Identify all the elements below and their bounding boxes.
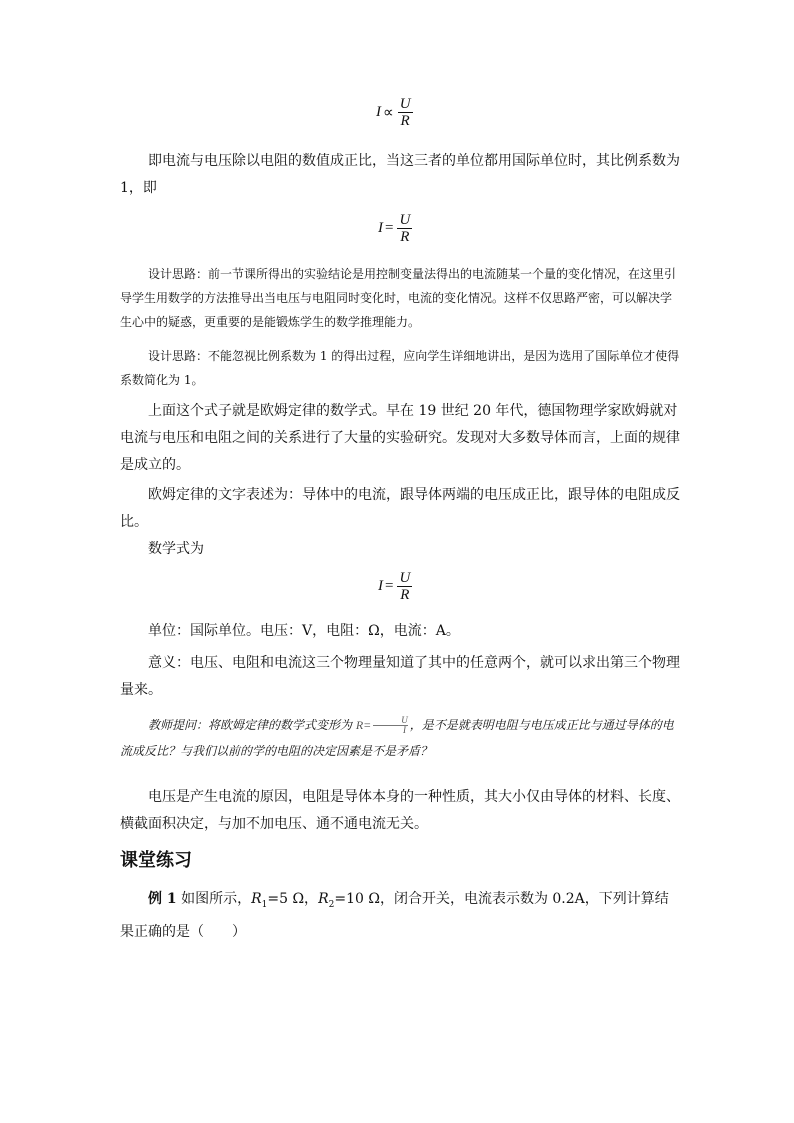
example-text-lead: 如图所示， xyxy=(181,891,252,907)
formula-lhs: I xyxy=(378,220,383,236)
formula-numerator: U xyxy=(399,96,411,112)
inline-formula-lhs: R= xyxy=(355,718,372,732)
formula-lhs: I xyxy=(376,104,381,120)
design-note-1: 设计思路：前一节课所得出的实验结论是用控制变量法得出的电流随某一个量的变化情况，在这里引导学生用数学的方法推导出当电压与电阻同时变化时，电流的变化情况。这样不仅思路严密，可以解决学生心中的疑惑，更重要的是能锻炼学生的数学推理能力。 xyxy=(120,267,677,329)
design-note-2: 设计思路：不能忽视比例系数为 1 的得出过程，应向学生详细地讲出，是因为选用了国际单位才使得系数简化为 1。 xyxy=(120,349,680,387)
formula-ohms-law-1 xyxy=(378,212,412,245)
formula-fraction xyxy=(397,212,412,245)
example-label: 例 1 xyxy=(148,891,177,907)
r1-value: =5 Ω， xyxy=(267,891,319,907)
paragraph-proportion: 即电流与电压除以电阻的数值成正比，当这三者的单位都用国际单位时，其比例系数为1，即 xyxy=(120,153,680,196)
teacher-question xyxy=(120,712,680,764)
formula-fraction xyxy=(398,96,413,129)
section-title: 课堂练习 xyxy=(120,850,192,871)
formula-numerator: U xyxy=(399,212,411,228)
r1-symbol: R xyxy=(251,891,262,907)
formula-relation: = xyxy=(385,578,394,594)
paragraph-resistance-property: 电压是产生电流的原因，电阻是导体本身的一种性质，其大小仅由导体的材料、长度、横截面积决定，与加不加电压、通不通电流无关。 xyxy=(120,789,680,832)
example-1 xyxy=(120,886,680,946)
paragraph-units: 单位：国际单位。电压：V，电阻：Ω，电流：A。 xyxy=(148,623,460,639)
formula-denominator: R xyxy=(400,229,410,245)
r1-subscript: 1 xyxy=(261,899,268,910)
r2-symbol: R xyxy=(318,891,329,907)
inline-denominator: I xyxy=(403,725,407,735)
formula-relation: = xyxy=(385,220,394,236)
formula-relation: ∝ xyxy=(383,105,394,121)
formula-proportional xyxy=(376,96,413,129)
formula-denominator: R xyxy=(400,587,410,603)
formula-numerator: U xyxy=(399,570,411,586)
teacher-question-lead: 教师提问：将欧姆定律的数学式变形为 xyxy=(148,718,356,732)
r2-subscript: 2 xyxy=(328,899,335,910)
inline-numerator: U xyxy=(401,715,408,725)
inline-fraction xyxy=(373,716,408,735)
example-question-text: =10 Ω，闭合开关，电流表示数为 0.2A，下列计算结果正确的是（ ） xyxy=(120,891,669,940)
formula-denominator: R xyxy=(400,113,410,129)
formula-fraction xyxy=(397,570,412,603)
paragraph-ohms-law-statement: 欧姆定律的文字表述为：导体中的电流，跟导体两端的电压成正比，跟导体的电阻成反比。 xyxy=(120,487,680,530)
paragraph-formula-intro: 数学式为 xyxy=(148,541,204,557)
teacher-question-tail: ，是不是就表明电阻与电压成正比与通过导体的电流成反比？与我们以前的学的电阻的决定因素是不是矛盾？ xyxy=(120,718,674,758)
formula-lhs: I xyxy=(378,578,383,594)
paragraph-ohms-law-history: 上面这个式子就是欧姆定律的数学式。早在 19 世纪 20 年代，德国物理学家欧姆就对电流与电压和电阻之间的关系进行了大量的实验研究。发现对大多数导体而言，上面的规律是成立的。 xyxy=(120,403,680,473)
paragraph-meaning: 意义：电压、电阻和电流这三个物理量知道了其中的任意两个，就可以求出第三个物理量来。 xyxy=(120,655,680,698)
formula-ohms-law-2 xyxy=(378,570,412,603)
